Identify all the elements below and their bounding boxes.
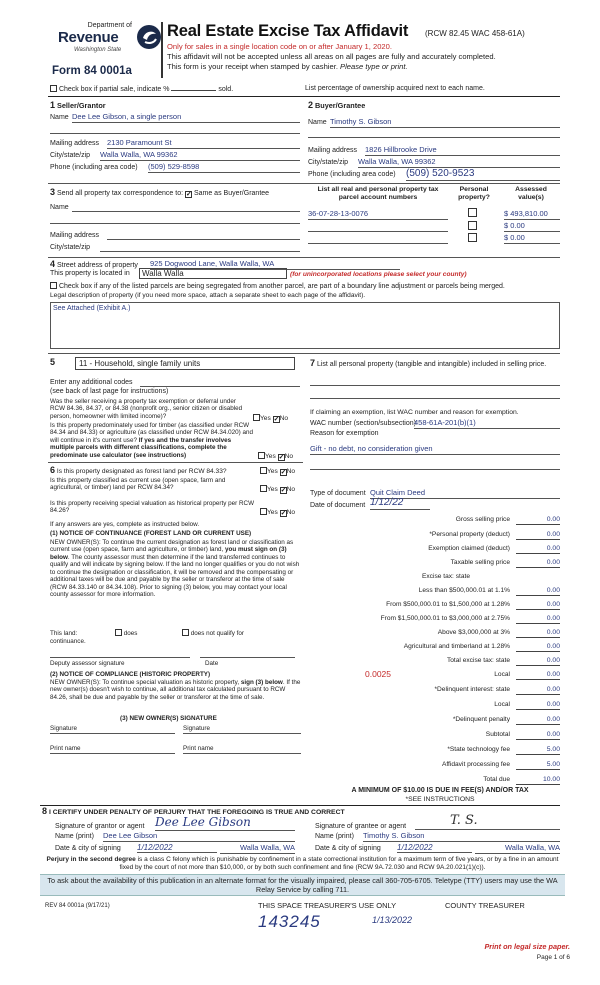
legal-paper-note: Print on legal size paper. (484, 942, 570, 951)
current-use-yes-checkbox[interactable] (260, 485, 267, 492)
document-date-label: Date of document (310, 502, 366, 509)
fee-taxable-value[interactable]: 0.00 (516, 559, 560, 568)
exemption-yes-checkbox[interactable] (253, 414, 260, 421)
correspondence-city-field[interactable] (100, 251, 300, 252)
fee-gross: Gross selling price 0.00 (455, 516, 560, 523)
parcel-personal-checkbox-row2[interactable] (468, 221, 477, 230)
exemption-no-checkbox[interactable]: ✓ (273, 416, 280, 423)
legal-description-field[interactable]: See Attached (Exhibit A.) (50, 302, 560, 349)
new-owner-signature-heading: (3) NEW OWNER(S) SIGNATURE (120, 715, 217, 722)
new-owner-name1-label: Print name (50, 745, 81, 752)
rule-1-2 (48, 183, 560, 184)
seller-name-label: Name (50, 114, 69, 121)
additional-codes-field[interactable] (140, 379, 300, 387)
deputy-signature-line[interactable] (50, 657, 190, 658)
partial-sale-percent-field[interactable] (171, 90, 216, 91)
form-number: Form 84 0001a (52, 65, 132, 77)
page-number: Page 1 of 6 (536, 954, 570, 961)
does-checkbox[interactable] (115, 629, 122, 636)
fee-exemption: Exemption claimed (deduct) 0.00 (428, 545, 560, 552)
segregated-row: Check box if any of the listed parcels are being segregated from another parcel, are part of a boundary line adjustment or parcels being merged. (50, 282, 505, 291)
this-land-label: This land: (50, 630, 78, 637)
current-use-answer: Yes ✓No (260, 485, 295, 494)
partial-sale-checkbox[interactable] (50, 85, 57, 92)
reason-field[interactable]: Gift - no debt, no consideration given (310, 445, 560, 455)
revision-code: REV 84 0001a (9/17/21) (45, 903, 110, 909)
grantor-signature[interactable]: Dee Lee Gibson (155, 816, 295, 831)
parcel-number-row3[interactable] (308, 234, 448, 244)
treasurer-use-only: THIS SPACE TREASURER'S USE ONLY (258, 901, 397, 910)
parcel-col-assessed: Assessed value(s) (515, 186, 547, 201)
document-type-label: Type of document (310, 490, 366, 497)
grantor-date-field[interactable]: 1/12/2022 (137, 843, 217, 853)
codes-note: (see back of last page for instructions) (50, 388, 169, 395)
additional-codes-label: Enter any additional codes (50, 379, 133, 386)
buyer-heading: 2 Buyer/Grantee (308, 100, 366, 110)
form-title: Real Estate Excise Tax Affidavit (167, 22, 409, 40)
parcel-number-row2[interactable] (308, 222, 448, 232)
continuance-label: continuance. (50, 638, 86, 645)
located-label: This property is located in (50, 270, 130, 277)
wac-number-field[interactable]: 458-61A-201(b)(1) (414, 419, 560, 429)
seller-mailing-field[interactable]: 2130 Paramount St (107, 139, 300, 149)
exemption-answer: Yes ✓No (253, 414, 288, 423)
receipt-date: 1/13/2022 (372, 915, 413, 925)
fee-personal-value[interactable]: 0.00 (516, 531, 560, 540)
grantor-date-label: Date & city of signing (55, 845, 121, 852)
fee-interest-state: *Delinquent interest: state 0.00 (434, 686, 560, 693)
grantee-city-field[interactable]: Walla Walla, WA (475, 844, 560, 854)
fee-affidavit-value[interactable]: 5.00 (516, 761, 560, 770)
parcel-value-row2[interactable]: $ 0.00 (504, 222, 560, 232)
fee-excise-state-heading: Excise tax: state (421, 573, 470, 580)
revenue-logo-icon (136, 24, 162, 50)
rule-3-4 (48, 257, 560, 258)
timber-yes-checkbox[interactable] (258, 452, 265, 459)
seller-section (50, 100, 302, 180)
current-use-no-checkbox[interactable]: ✓ (280, 487, 287, 494)
header-divider (161, 22, 163, 78)
wac-number-label: WAC number (section/subsection) (310, 420, 416, 427)
correspondence-section (50, 187, 302, 255)
local-rate: 0.0025 (365, 669, 391, 679)
fee-tier4: Above $3,000,000 at 3% 0.00 (437, 629, 560, 636)
fee-interest-local-value[interactable]: 0.00 (516, 701, 560, 710)
buyer-name-field[interactable]: Timothy S. Gibson (330, 118, 560, 128)
buyer-name-extra-line (308, 137, 560, 138)
fee-agri-value[interactable]: 0.00 (516, 643, 560, 652)
fee-interest-local: Local 0.00 (494, 701, 560, 708)
correspondence-heading: 3 Send all property tax correspondence to: ✓ Same as Buyer/Grantee (50, 187, 270, 198)
segregated-checkbox[interactable] (50, 282, 57, 289)
current-use-question: Is this property classified as current use (open space, farm and agricultural, or timber) land per RCW 84.34? (50, 477, 226, 492)
seller-phone-field[interactable]: (509) 529-8598 (148, 163, 300, 173)
exemption-question: Was the seller receiving a property tax exemption or deferral under RCW 84.36, 84.37, or 84.38 (nonprofit org., senior citizen or disabled person, homeowner with limited income)? (50, 398, 243, 420)
header-note2: This form is your receipt when stamped by cashier. Please type or print. (167, 62, 408, 71)
seller-city-label: City/state/zip (50, 152, 91, 159)
does-not-checkbox[interactable] (182, 629, 189, 636)
parcel-number-row1[interactable]: 36-07-28-13-0076 (308, 210, 448, 220)
parcel-value-row1[interactable]: $ 493,810.00 (504, 210, 560, 220)
fee-taxable: Taxable selling price 0.00 (450, 559, 560, 566)
timber-no-checkbox[interactable]: ✓ (278, 454, 285, 461)
buyer-mailing-label: Mailing address (308, 147, 358, 154)
fee-agri: Agricultural and timberland at 1.28% 0.00 (403, 643, 560, 650)
buyer-mailing-field[interactable]: 1826 Hillbrooke Drive (365, 146, 560, 156)
new-owner-name2-label: Print name (183, 745, 214, 752)
header (0, 0, 600, 82)
reason-label: Reason for exemption (310, 430, 379, 437)
county-treasurer: COUNTY TREASURER (445, 901, 525, 910)
timber-question: Is this property predominately used for timber (as classified under RCW 84.34 and 84.33) or agriculture (as classified under RCW 84.34.020) and will continue in it's current use? If yes and the transfer involves multiple parcels with different classifications, complete the predominate use calculator (see instructions) (50, 422, 254, 459)
buyer-city-label: City/state/zip (308, 159, 349, 166)
department-logo (58, 22, 167, 62)
forest-yes-checkbox[interactable] (260, 467, 267, 474)
fee-tier2: From $500,000.01 to $1,500,000 at 1.28% 0.00 (386, 601, 560, 608)
street-address-field[interactable]: 925 Dogwood Lane, Walla Walla, WA (150, 260, 400, 270)
fee-local: 0.0025 Local 0.00 (365, 669, 560, 679)
fee-total-due: Total due 10.00 (483, 776, 560, 783)
continuance-text: NEW OWNER(S): To continue the current designation as forest land or classification as current use (open space, farm and agriculture, or timber) land, you must sign on (3) below. The county assessor must then determine if the land transferred continues to qualify and will indicate by signing below. If the land no longer qualifies or you do not wish to continue the designation or classification, it will be removed and the compensating or additional taxes will be due and payable by the seller or transferor at the time of sale (RCW 84.33.140 or 84.34.108). Prior to signing (3) below, you may contact your local county assessor for more information. (50, 539, 300, 598)
located-select[interactable]: Walla Walla (139, 268, 287, 279)
buyer-phone-label: Phone (including area code) (308, 171, 396, 178)
seller-city-field[interactable]: Walla Walla, WA 99362 (100, 151, 300, 161)
accessibility-text: To ask about the availability of this publication in an alternate format for the visually impaired, please call 360-705-6705. Teletype (TTY) users may use the WA Relay Service by calling 711. (47, 876, 558, 894)
personal-property-line2 (310, 398, 560, 399)
fee-personal: *Personal property (deduct) 0.00 (429, 531, 560, 538)
legal-description-label: Legal description of property (if you need more space, attach a separate sheet to each page of the affidavit). (50, 292, 366, 299)
land-use-section (50, 356, 305, 461)
fee-total-due-value[interactable]: 10.00 (516, 776, 560, 785)
seller-heading: 1 Seller/Grantor (50, 100, 106, 110)
continuance-heading: (1) NOTICE OF CONTINUANCE (FOREST LAND OR CURRENT USE) (50, 530, 252, 537)
correspondence-name-field[interactable] (72, 211, 300, 212)
exemption-wac-label: If claiming an exemption, list WAC number and reason for exemption. (310, 409, 519, 416)
partial-sale-row: Check box if partial sale, indicate % sold. List percentage of ownership acquired next to each name. (50, 85, 560, 94)
grantee-date-field[interactable]: 1/12/2022 (397, 843, 472, 853)
grantor-name-field[interactable]: Dee Lee Gibson (103, 832, 295, 842)
forest-answer: Yes ✓No (260, 467, 295, 476)
fee-gross-value[interactable]: 0.00 (516, 516, 560, 525)
correspondence-city-label: City/state/zip (50, 244, 91, 251)
fee-affidavit: Affidavit processing fee 5.00 (441, 761, 560, 768)
grantee-signature[interactable]: T. S. (415, 814, 560, 830)
buyer-phone-field[interactable]: (509) 520-9523 (406, 168, 560, 181)
seller-name-field[interactable]: Dee Lee Gibson, a single person (72, 113, 300, 123)
certify-heading: 8 I CERTIFY UNDER PENALTY OF PERJURY THAT THE FOREGOING IS TRUE AND CORRECT (42, 806, 345, 816)
correspondence-name-label: Name (50, 204, 69, 211)
perjury-notice: Perjury in the second degree is a class C felony which is punishable by confinement in a state correctional institution for a maximum term of five years, or by a fine in an amount fixed by the court of not more than $10,000, or by both such confinement and fine (RCW 9A.72.030 and RCW 9A.20.021(1)(c)). (46, 856, 559, 871)
grantee-date-label: Date & city of signing (315, 845, 381, 852)
subtitle-red: Only for sales in a single location code on or after January 1, 2020. (167, 42, 392, 51)
fee-exemption-value[interactable]: 0.00 (516, 545, 560, 554)
historic-answer: Yes ✓No (260, 508, 295, 517)
buyer-city-field[interactable]: Walla Walla, WA 99362 (358, 158, 560, 168)
personal-property-line1 (310, 385, 560, 386)
parcel-col-personal: Personal property? (458, 186, 490, 201)
new-owner-sig2-label: Signature (183, 725, 210, 732)
document-type-field[interactable]: Quit Claim Deed (370, 489, 560, 499)
seller-mailing-label: Mailing address (50, 140, 100, 147)
parcel-personal-checkbox-row3[interactable] (468, 233, 477, 242)
accessibility-banner (40, 874, 565, 896)
rule-5-6 (48, 462, 303, 463)
deputy-signature-label: Deputy assessor signature (50, 660, 125, 667)
new-owner-name1-line[interactable] (50, 753, 175, 754)
dept-line3: Washington State (74, 47, 122, 53)
land-use-select[interactable]: 11 - Household, single family units (75, 357, 295, 370)
fee-penalty: *Delinquent penalty 0.00 (452, 716, 560, 723)
fee-subtotal: Subtotal 0.00 (485, 731, 560, 738)
grantee-name-field[interactable]: Timothy S. Gibson (363, 832, 560, 842)
fee-tier2-value[interactable]: 0.00 (516, 601, 560, 610)
grantor-city-field[interactable]: Walla Walla, WA (220, 844, 295, 854)
forest-no-checkbox[interactable]: ✓ (280, 469, 287, 476)
section7-label: 7 List all personal property (tangible and intangible) included in selling price. (310, 358, 547, 368)
fee-interest-state-value[interactable]: 0.00 (516, 686, 560, 695)
fee-local-value[interactable]: 0.00 (516, 671, 560, 680)
parcel-personal-checkbox-row1[interactable] (468, 208, 477, 217)
seller-phone-label: Phone (including area code) (50, 164, 138, 171)
fee-tech: *State technology fee 5.00 (447, 746, 560, 753)
fee-tier3: From $1,500,000.01 to $3,000,000 at 2.75% 0.00 (380, 615, 560, 622)
fee-penalty-value[interactable]: 0.00 (516, 716, 560, 725)
forest-land-section (50, 465, 305, 785)
correspondence-mailing-field[interactable] (107, 239, 300, 240)
grantor-name-label: Name (print) (55, 833, 94, 840)
fee-subtotal-value[interactable]: 0.00 (516, 731, 560, 740)
answer-note: If any answers are yes, complete as instructed below. (50, 521, 200, 528)
buyer-section (308, 100, 560, 180)
street-row: 4 Street address of property (50, 259, 138, 269)
correspondence-extra-line (50, 223, 300, 224)
personal-property-section (310, 356, 560, 509)
dept-line2: Revenue (58, 29, 119, 46)
new-owner-sig1-line[interactable] (50, 733, 175, 734)
forest-question: 6 Is this property designated as forest land per RCW 84.33? (50, 465, 227, 475)
grantee-name-label: Name (print) (315, 833, 354, 840)
grantee-signature-label: Signature of grantee or agent (315, 823, 407, 830)
buyer-name-label: Name (308, 119, 327, 126)
same-as-buyer-checkbox[interactable]: ✓ (186, 191, 192, 198)
section5-number: 5 (50, 357, 56, 367)
rule-4-5 (48, 353, 560, 354)
dept-line1: Department of (87, 22, 132, 29)
new-owner-sig1-label: Signature (50, 725, 77, 732)
header-note1: This affidavit will not be accepted unless all areas on all pages are fully and accurately completed. (167, 52, 496, 61)
fee-tech-value[interactable]: 5.00 (516, 746, 560, 755)
historic-heading: (2) NOTICE OF COMPLIANCE (HISTORIC PROPERTY) (50, 671, 211, 678)
deputy-date-label: Date (205, 660, 219, 667)
reason-extra-line (310, 469, 560, 470)
fee-tier4-value[interactable]: 0.00 (516, 629, 560, 638)
seller-name-extra-line (50, 133, 300, 134)
document-date-field[interactable]: 1/12/22 (370, 497, 430, 510)
historic-yes-checkbox[interactable] (260, 508, 267, 515)
timber-answer: Yes ✓No (258, 452, 293, 461)
grantor-signature-label: Signature of grantor or agent (55, 823, 145, 830)
parcel-col-numbers: List all real and personal property tax parcel account numbers (317, 186, 439, 201)
fee-tier3-value[interactable]: 0.00 (516, 615, 560, 624)
receipt-number: 143245 (258, 912, 321, 931)
unincorporated-note: (for unincorporated locations please select your county) (290, 271, 467, 278)
correspondence-mailing-label: Mailing address (50, 232, 100, 239)
header-rule (48, 96, 560, 97)
historic-no-checkbox[interactable]: ✓ (280, 510, 287, 517)
fee-tier1-value[interactable]: 0.00 (516, 587, 560, 596)
minimum-due-note: A MINIMUM OF $10.00 IS DUE IN FEE(S) AND/OR TAX (351, 787, 529, 794)
fee-tier1: Less than $500,000.01 at 1.1% 0.00 (418, 587, 560, 594)
does-not-option: does not qualify for (182, 629, 244, 637)
does-option: does (115, 629, 137, 637)
historic-text: NEW OWNER(S): To continue special valuation as historic property, sign (3) below. If the new owner(s) doesn't wish to continue, all additional tax calculated pursuant to RCW 84.26, shall be due and payable by the seller or transferor at the time of sale. (50, 679, 301, 701)
property-section (50, 259, 560, 351)
fee-total-state: Total excise tax: state 0.00 (446, 657, 560, 664)
see-instructions: *SEE INSTRUCTIONS (405, 796, 475, 803)
ownership-note: List percentage of ownership acquired next to each name. (305, 85, 485, 92)
rcw-reference: (RCW 82.45 WAC 458-61A) (425, 29, 525, 38)
historic-question: Is this property receiving special valuation as historical property per RCW 84.26? (50, 500, 255, 515)
parcel-table (308, 186, 560, 256)
parcel-value-row3[interactable]: $ 0.00 (504, 234, 560, 244)
fee-total-state-value[interactable]: 0.00 (516, 657, 560, 666)
